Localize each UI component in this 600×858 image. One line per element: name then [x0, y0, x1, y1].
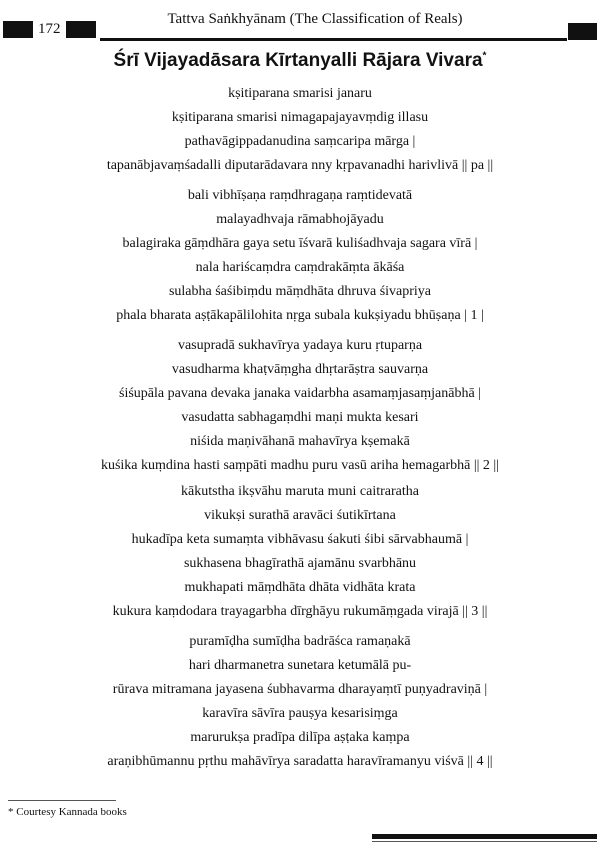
- verse-line: karavīra sāvīra pauṣya kesarisiṃga: [202, 706, 398, 721]
- verse-line: vasupradā sukhavīrya yadaya kuru ṛtuparṇa: [177, 338, 423, 353]
- stanza-refrain: [0, 82, 600, 178]
- verse-line: vikukṣi surathā aravāci śutikīrtana: [204, 508, 396, 523]
- header-bar-middle: [66, 21, 96, 38]
- running-title: Tattva Saṅkhyānam (The Classification of Reals): [167, 11, 463, 27]
- verse-line: phala bharata aṣṭākapālilohita nṛga subala kukṣiyadu bhūṣaṇa | 1 |: [116, 308, 484, 323]
- page-header: [0, 10, 600, 38]
- verse-line: sulabha śaśibiṃdu māṃdhāta dhruva śivapriya: [168, 284, 432, 299]
- verse-line: niśida maṇivāhanā mahavīrya kṣemakā: [190, 434, 410, 449]
- stanza-2: [0, 334, 600, 478]
- verse-line: malayadhvaja rāmabhojāyadu: [216, 212, 384, 227]
- verse-line: kṣitiparana smarisi nimagapajayavṃdig illasu: [171, 110, 429, 125]
- verse-line: rūrava mitramana jayasena śubhavarma dharayaṃtī puṇyadraviṇā |: [112, 682, 488, 697]
- stanza-4: [0, 630, 600, 774]
- verse-line: kṣitiparana smarisi janaru: [228, 86, 372, 101]
- page-title: [0, 50, 600, 72]
- header-rule: [100, 38, 567, 41]
- title-footnote-mark: *: [482, 50, 487, 62]
- page-number: 172: [38, 21, 61, 37]
- stanza-3: [0, 480, 600, 624]
- verse-line: vasudharma khaṭvāṃgha dhṛtarāṣtra sauvarṇa: [171, 362, 429, 377]
- header-bar-right: [568, 23, 597, 40]
- verse-line: kākutstha ikṣvāhu maruta muni caitraratha: [181, 484, 419, 499]
- verse-line: nala hariścaṃdra caṃdrakāṃta ākāśa: [195, 260, 405, 275]
- header-bar-left: [3, 21, 33, 38]
- verse-line: araṇibhūmannu pṛthu mahāvīrya saradatta haravīramanyu viśvā || 4 ||: [107, 754, 493, 769]
- verse-line: śiśupāla pavana devaka janaka vaidarbha asamaṃjasaṃjanābhā |: [119, 386, 481, 401]
- stanza-1: [0, 184, 600, 328]
- verse-line: kukura kaṃdodara trayagarbha dīrghāyu rukumāṃgada virajā || 3 ||: [112, 604, 488, 619]
- verse-line: hukadīpa keta sumaṃta vibhāvasu śakuti śibi sārvabhaumā |: [131, 532, 469, 547]
- verse-line: sukhasena bhagīrathā ajamānu svarbhānu: [183, 556, 417, 571]
- verse-line: kuśika kuṃdina hasti saṃpāti madhu puru vasū ariha hemagarbhā || 2 ||: [100, 458, 500, 473]
- verse-line: balagiraka gāṃdhāra gaya setu īśvarā kuliśadhvaja sagara vīrā |: [122, 236, 478, 251]
- footer-rule: [372, 841, 597, 842]
- footnote: * Courtesy Kannada books: [8, 806, 127, 818]
- footnote-rule: [8, 800, 116, 801]
- verse-line: mukhapati māṃdhāta dhāta vidhāta krata: [184, 580, 416, 595]
- verse-line: bali vibhīṣaṇa raṃdhragaṇa raṃtidevatā: [187, 188, 413, 203]
- verse-line: hari dharmanetra sunetara ketumālā pu-: [188, 658, 412, 673]
- verse-line: pathavāgippadanudina saṃcaripa mārga |: [184, 134, 416, 149]
- title-text: Śrī Vijayadāsara Kīrtanyalli Rājara Vivara: [113, 50, 483, 71]
- verse-line: marurukṣa pradīpa dilīpa aṣṭaka kaṃpa: [190, 730, 410, 745]
- footer-bar: [372, 834, 597, 839]
- verse-line: vasudatta sabhagaṃdhi maṇi mukta kesari: [181, 410, 419, 425]
- verse-line: tapanābjavaṃśadalli diputarādavara nny kṛpavanadhi harivlivā || pa ||: [106, 158, 494, 173]
- verse-line: puramīḍha sumīḍha badrāśca ramaṇakā: [189, 634, 411, 649]
